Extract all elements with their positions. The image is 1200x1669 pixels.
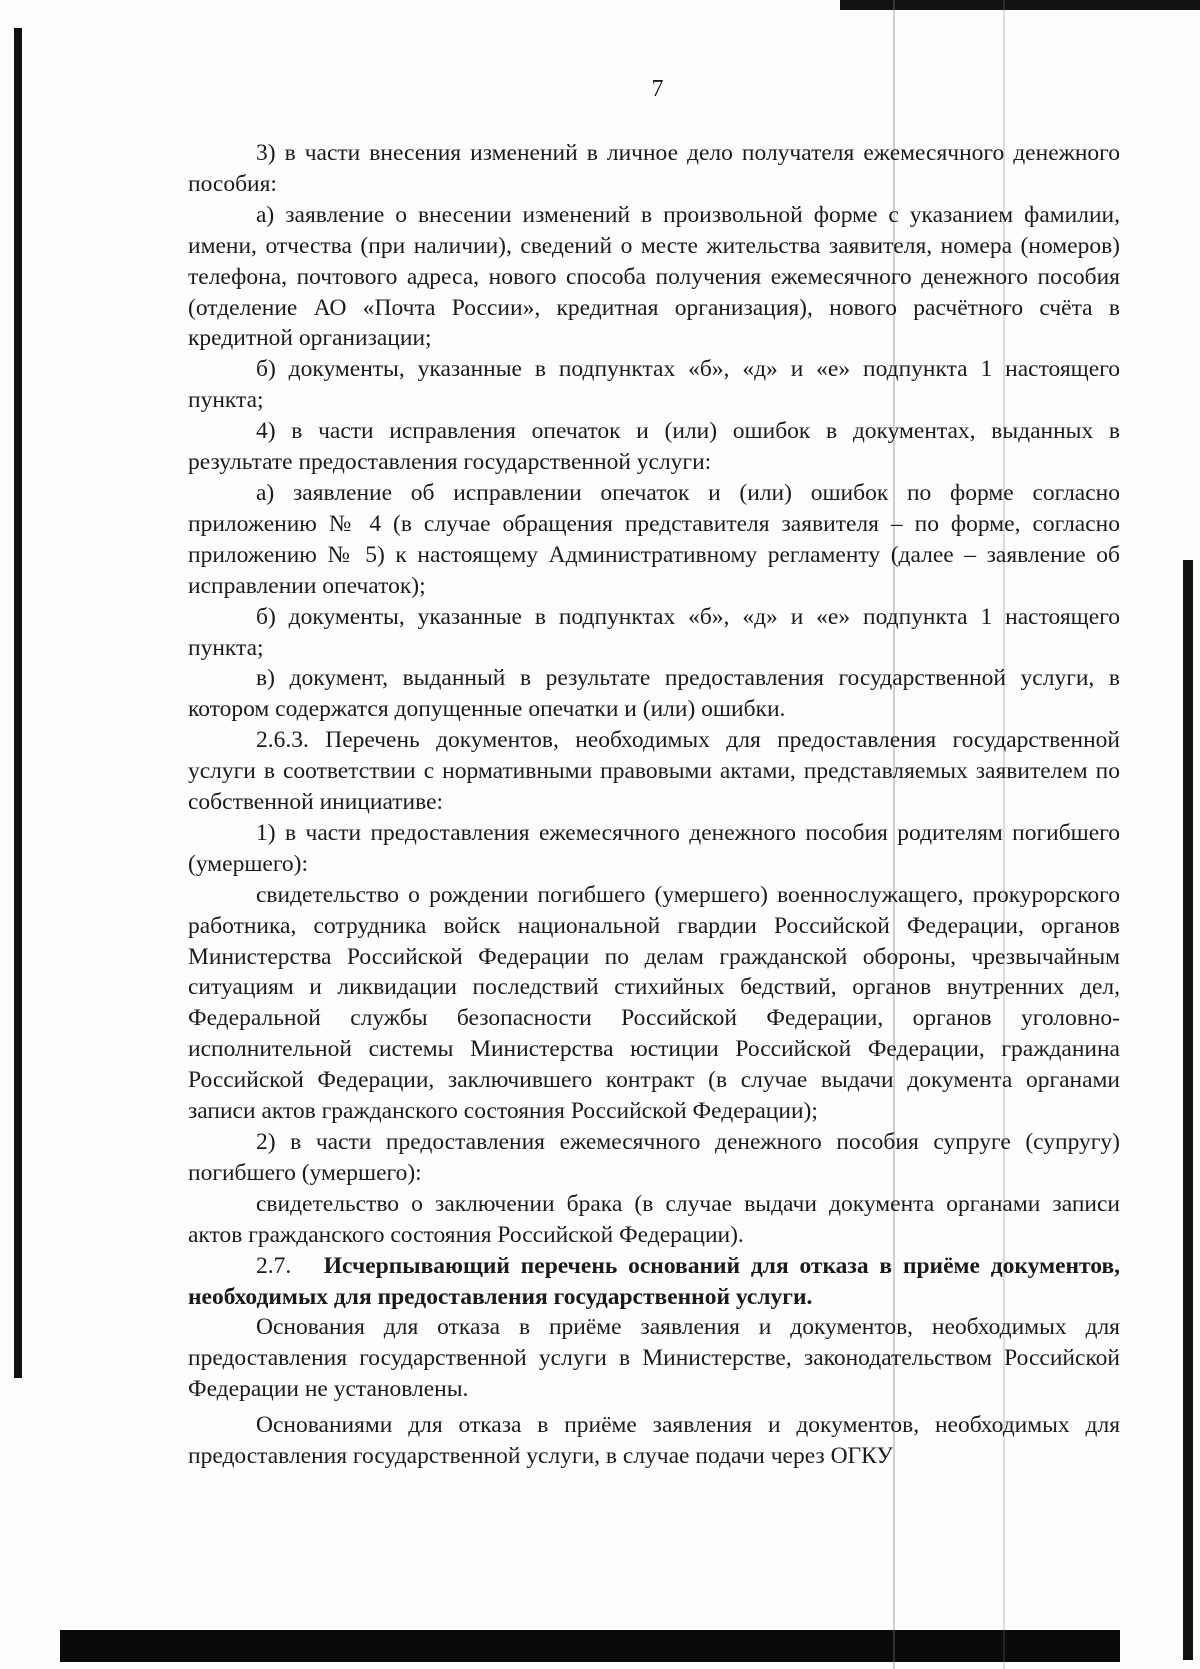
section-number: 2.7. — [256, 1252, 292, 1279]
paragraph: свидетельство о рождении погибшего (умершего) военнослужащего, прокурорского работника, сотрудника войск национальной гвардии Российской Федерации, органов Министерства Российской Федерации по делам гражданской обороны, чрезвычайным ситуациям и ликвидации последствий стихийных бедствий, органов внутренних дел, Федеральной службы безопасности Российской Федерации, органов уголовно-исполнительной системы Министерства юстиции Российской Федерации, гражданина Российской Федерации, заключившего контракт (в случае выдачи документа органами записи актов гражданского состояния Российской Федерации); — [188, 881, 1120, 1125]
paragraph: в) документ, выданный в результате предоставления государственной услуги, в котором содержатся допущенные опечатки и (или) ошибки. — [188, 665, 1120, 723]
paragraph: б) документы, указанные в подпунктах «б», «д» и «е» подпункта 1 настоящего пункта; — [188, 603, 1120, 661]
section-heading-text: Исчерпывающий перечень оснований для отказа в приёме документов, необходимых для предоставления государственной услуги. — [188, 1252, 1121, 1310]
document-body — [188, 138, 1120, 1472]
scan-border-right — [1183, 560, 1193, 1660]
paragraph: Основания для отказа в приёме заявления и документов, необходимых для предоставления государственной услуги в Министерстве, законодательством Российской Федерации не установлены. — [188, 1314, 1120, 1403]
paragraph: Основаниями для отказа в приёме заявления и документов, необходимых для предоставления государственной услуги, в случае подачи через ОГКУ — [188, 1412, 1120, 1470]
paragraph: 2.6.3. Перечень документов, необходимых для предоставления государственной услуги в соответствии с нормативными правовыми актами, представляемых заявителем по собственной инициативе: — [188, 727, 1120, 816]
scan-border-left — [14, 28, 22, 1378]
paragraph: 2) в части предоставления ежемесячного денежного пособия супруге (супругу) погибшего (умершего): — [188, 1129, 1120, 1186]
paragraph: б) документы, указанные в подпунктах «б», «д» и «е» подпункта 1 настоящего пункта; — [188, 356, 1120, 414]
paragraph: 1) в части предоставления ежемесячного денежного пособия родителям погибшего (умершего): — [188, 819, 1120, 877]
paragraph: свидетельство о заключении брака (в случае выдачи документа органами записи актов гражданского состояния Российской Федерации). — [188, 1190, 1120, 1248]
scan-border-bottom — [60, 1630, 1120, 1662]
paragraph: а) заявление об исправлении опечаток и (или) ошибок по форме согласно приложению № 4 (в случае обращения представителя заявителя – по форме, согласно приложению № 5) к настоящему Административному регламенту (далее – заявление об исправлении опечаток); — [188, 479, 1120, 599]
page-number: 7 — [651, 76, 664, 102]
paragraph: 3) в части внесения изменений в личное дело получателя ежемесячного денежного пособия: — [188, 140, 1120, 197]
section-heading — [188, 1251, 1120, 1313]
paragraph: 4) в части исправления опечаток и (или) ошибок в документах, выданных в результате предоставления государственной услуги: — [188, 418, 1120, 476]
paragraph: а) заявление о внесении изменений в произвольной форме с указанием фамилии, имени, отчества (при наличии), сведений о месте жительства заявителя, номера (номеров) телефона, почтового адреса, нового способа получения ежемесячного денежного пособия (отделение АО «Почта России», кредитная организация), нового расчётного счёта в кредитной организации; — [188, 201, 1120, 352]
